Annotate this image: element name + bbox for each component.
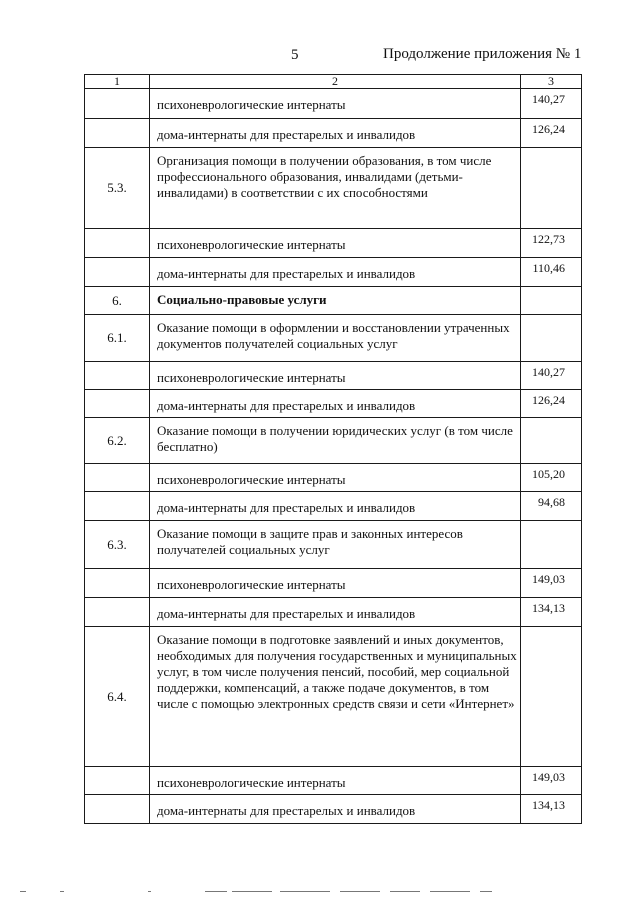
row-number [85, 119, 150, 148]
row-text: дома-интернаты для престарелых и инвалидов [150, 598, 521, 627]
row-value: 126,24 [521, 119, 582, 148]
row-text: дома-интернаты для престарелых и инвалидов [150, 795, 521, 824]
table-row [85, 627, 582, 767]
row-number [85, 795, 150, 824]
row-text: психоневрологические интернаты [150, 362, 521, 390]
row-value: 126,24 [521, 390, 582, 418]
section-title: Социально-правовые услуги [150, 287, 521, 315]
table-row [85, 362, 582, 390]
table-row [85, 258, 582, 287]
row-text: дома-интернаты для престарелых и инвалидов [150, 390, 521, 418]
row-value: 140,27 [521, 362, 582, 390]
table-row [85, 287, 582, 315]
row-number: 6.1. [85, 315, 150, 362]
table-row [85, 521, 582, 569]
scan-artifact-strip [0, 885, 640, 897]
row-text: дома-интернаты для престарелых и инвалидов [150, 119, 521, 148]
row-number [85, 89, 150, 119]
table-row [85, 492, 582, 521]
row-text: Оказание помощи в оформлении и восстановлении утраченных документов получателей социальных услуг [150, 315, 521, 362]
row-value: 122,73 [521, 229, 582, 258]
table-row [85, 89, 582, 119]
row-number: 6.3. [85, 521, 150, 569]
row-value: 149,03 [521, 569, 582, 598]
table-row [85, 418, 582, 464]
row-value [521, 287, 582, 315]
row-value: 140,27 [521, 89, 582, 119]
row-number [85, 229, 150, 258]
row-number [85, 598, 150, 627]
row-number [85, 362, 150, 390]
row-value [521, 148, 582, 229]
table-row [85, 795, 582, 824]
table-row [85, 148, 582, 229]
row-text: психоневрологические интернаты [150, 569, 521, 598]
row-value [521, 521, 582, 569]
row-value: 149,03 [521, 767, 582, 795]
row-value [521, 315, 582, 362]
row-number: 6. [85, 287, 150, 315]
table-row [85, 390, 582, 418]
row-number: 5.3. [85, 148, 150, 229]
table-row [85, 464, 582, 492]
row-text: психоневрологические интернаты [150, 229, 521, 258]
row-value: 110,46 [521, 258, 582, 287]
row-text: Оказание помощи в защите прав и законных интересов получателей социальных услуг [150, 521, 521, 569]
row-number [85, 492, 150, 521]
row-value [521, 627, 582, 767]
row-text: Организация помощи в получении образования, в том числе профессионального образования, инвалидами (детьми-инвалидами) в соответствии с их способностями [150, 148, 521, 229]
row-value: 134,13 [521, 795, 582, 824]
row-value: 105,20 [521, 464, 582, 492]
column-number-2: 2 [150, 75, 521, 89]
appendix-continuation-caption: Продолжение приложения № 1 [383, 46, 582, 62]
row-number [85, 390, 150, 418]
table-row [85, 119, 582, 148]
row-number [85, 464, 150, 492]
row-text: психоневрологические интернаты [150, 89, 521, 119]
row-value: 94,68 [521, 492, 582, 521]
row-text: дома-интернаты для престарелых и инвалидов [150, 258, 521, 287]
row-text: Оказание помощи в получении юридических услуг (в том числе бесплатно) [150, 418, 521, 464]
tariff-table [84, 74, 582, 824]
table-row [85, 315, 582, 362]
table-row [85, 767, 582, 795]
row-number: 6.2. [85, 418, 150, 464]
row-text: Оказание помощи в подготовке заявлений и иных документов, необходимых для получения государственных и муниципальных услуг, в том числе получения пенсий, пособий, мер социальной поддержки, компенсаций, а также подаче документов, в том числе с помощью электронных средств связи и сети «Интернет» [150, 627, 521, 767]
row-value: 134,13 [521, 598, 582, 627]
row-text: психоневрологические интернаты [150, 464, 521, 492]
column-number-3: 3 [521, 75, 582, 89]
column-number-row [85, 75, 582, 89]
row-number [85, 767, 150, 795]
row-value [521, 418, 582, 464]
row-number [85, 258, 150, 287]
table-row [85, 569, 582, 598]
row-number: 6.4. [85, 627, 150, 767]
page-number: 5 [291, 47, 299, 63]
table-row [85, 598, 582, 627]
row-text: дома-интернаты для престарелых и инвалидов [150, 492, 521, 521]
row-number [85, 569, 150, 598]
column-number-1: 1 [85, 75, 150, 89]
table-row [85, 229, 582, 258]
row-text: психоневрологические интернаты [150, 767, 521, 795]
